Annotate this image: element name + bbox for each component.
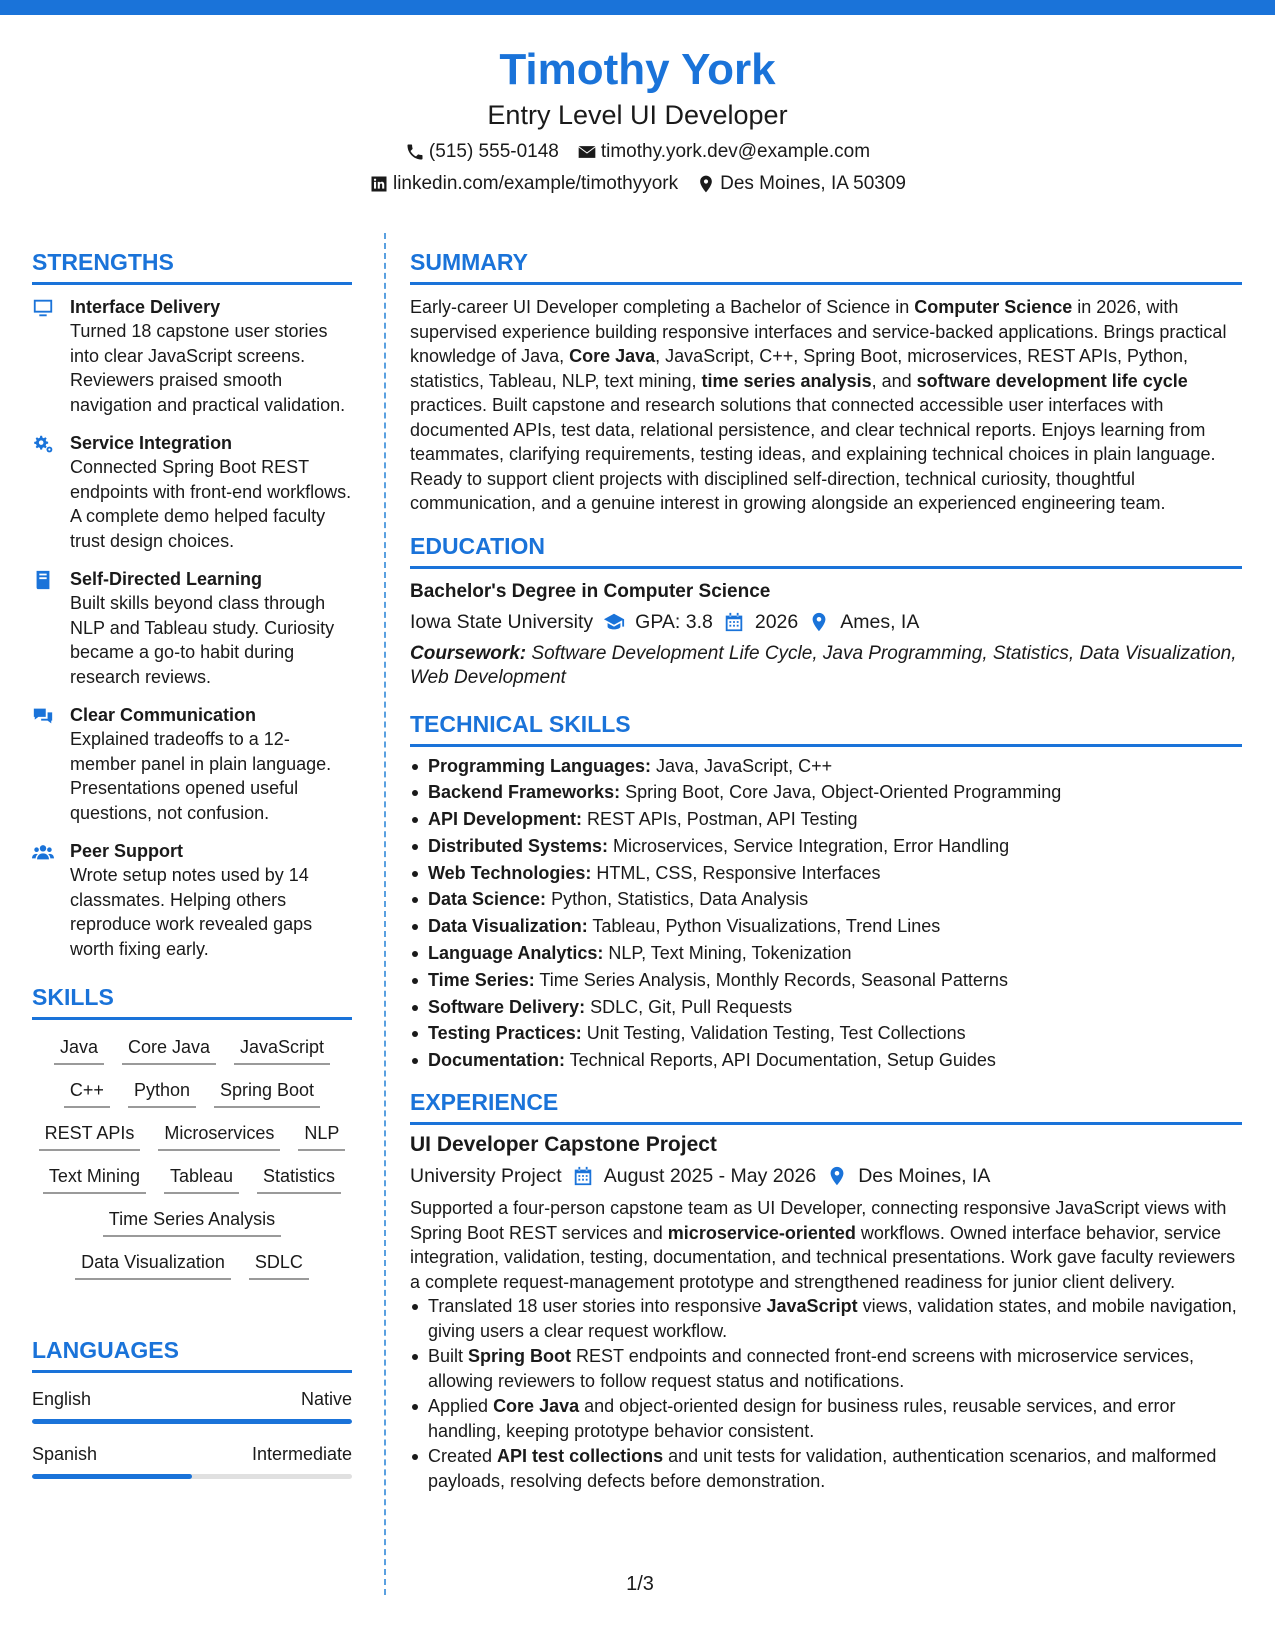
- technical-skill-item: [410, 940, 1242, 967]
- text-run: REST endpoints and connected front-end screens with microservice services, allowing reviewers to follow request status and notifications.: [428, 1346, 1194, 1391]
- map-pin-icon: [808, 611, 830, 633]
- education-year: 2026: [754, 610, 799, 633]
- job-meta: [410, 1162, 1242, 1190]
- book-icon: [32, 569, 54, 591]
- technical-skill-item: [410, 886, 1242, 913]
- technical-skill-item: [410, 913, 1242, 940]
- job-bullets: [410, 1294, 1242, 1493]
- text-run: , and: [871, 370, 917, 391]
- left-column: [32, 248, 352, 1497]
- technical-skill-item: [410, 779, 1242, 806]
- job-location: Des Moines, IA: [858, 1165, 991, 1188]
- phone-contact[interactable]: [405, 140, 559, 164]
- text-run: and object-oriented design for business rules, reusable services, and error handling, keeping prototype behavior consistent.: [428, 1396, 1176, 1441]
- bold-text: software development life cycle: [916, 370, 1188, 391]
- users-icon: [32, 841, 54, 863]
- text-run: practices. Built capstone and research solutions that connected accessible user interfaces with documented APIs, test data, relational persistence, and clear technical reports. Enjoys learning from teammates, clarifying requirements, testing ideas, and explaining technical choices in plain language. Ready to support client projects with disciplined self-direction, technical curiosity, thoughtful communication, and a genuine interest in growing alongside an experienced engineering team.: [410, 395, 1216, 513]
- calendar-icon: [723, 611, 745, 633]
- bold-text: time series analysis: [701, 370, 872, 391]
- technical-skill-label: Software Delivery:: [428, 996, 586, 1017]
- technical-skill-label: Backend Frameworks:: [428, 782, 621, 803]
- technical-skill-value: Microservices, Service Integration, Error Handling: [608, 835, 1010, 856]
- education-degree: Bachelor's Degree in Computer Science: [410, 580, 771, 602]
- technical-skill-item: [410, 967, 1242, 994]
- education-location: Ames, IA: [840, 610, 920, 633]
- technical-skill-label: Documentation:: [428, 1050, 565, 1071]
- right-column: [410, 248, 1242, 1494]
- technical-skill-value: NLP, Text Mining, Tokenization: [603, 943, 852, 964]
- language-name: English: [32, 1389, 92, 1409]
- strength-text: Connected Spring Boot REST endpoints with front-end workflows. A complete demo helped faculty trust design choices.: [70, 457, 352, 551]
- language-level: Intermediate: [251, 1444, 352, 1464]
- technical-skill-item: [410, 994, 1242, 1021]
- language-proficiency-bar: [32, 1419, 352, 1424]
- technical-skills-heading: TECHNICAL SKILLS: [410, 710, 1242, 747]
- summary-heading: SUMMARY: [410, 248, 1242, 285]
- strength-title: Peer Support: [70, 841, 184, 861]
- envelope-icon: [577, 142, 597, 162]
- linkedin-text: linkedin.com/example/timothyyork: [392, 173, 679, 194]
- technical-skill-value: Technical Reports, API Documentation, Setup Guides: [565, 1050, 996, 1071]
- technical-skill-label: Language Analytics:: [428, 943, 604, 964]
- skill-tag: Core Java: [122, 1036, 216, 1065]
- top-accent-bar: [0, 0, 1275, 15]
- strength-title: Service Integration: [70, 433, 233, 453]
- text-run: and unit tests for validation, authentication scenarios, and malformed payloads, resolving defects before demonstration.: [428, 1446, 1217, 1491]
- skill-tag: Tableau: [164, 1165, 239, 1194]
- education-heading: EDUCATION: [410, 532, 1242, 569]
- technical-skill-value: REST APIs, Postman, API Testing: [582, 809, 858, 830]
- job-bullet: [410, 1444, 1242, 1493]
- skill-tag: Java: [54, 1036, 104, 1065]
- summary-text: [410, 295, 1242, 516]
- bold-text: API test collections: [497, 1446, 664, 1467]
- strength-text: Explained tradeoffs to a 12-member panel in plain language. Presentations opened useful questions, not confusion.: [70, 729, 332, 823]
- strength-item: [32, 295, 352, 417]
- text-run: Applied: [428, 1396, 494, 1417]
- technical-skill-value: Spring Boot, Core Java, Object-Oriented Programming: [620, 782, 1062, 803]
- technical-skill-label: Data Visualization:: [428, 916, 588, 937]
- skill-tag: SDLC: [249, 1251, 309, 1280]
- coursework-label: Coursework:: [410, 642, 527, 664]
- technical-skill-label: Programming Languages:: [428, 755, 652, 776]
- technical-skill-value: Unit Testing, Validation Testing, Test Collections: [581, 1023, 966, 1044]
- candidate-name: Timothy York: [499, 45, 776, 94]
- contact-row-1: [0, 140, 1275, 164]
- technical-skill-label: Data Science:: [428, 889, 547, 910]
- text-run: workflows. Owned interface behavior, service integration, validation, testing, documentation, and technical presentations. Work gave faculty reviewers a complete request-management prototype and strengthened readiness for junior client delivery.: [410, 1222, 1236, 1292]
- languages-heading: LANGUAGES: [32, 1336, 352, 1373]
- bold-text: microservice-oriented: [667, 1222, 856, 1243]
- skill-tag: JavaScript: [234, 1036, 330, 1065]
- text-run: Early-career UI Developer completing a Bachelor of Science in: [410, 297, 915, 317]
- education-school: Iowa State University: [410, 610, 594, 633]
- technical-skill-value: Python, Statistics, Data Analysis: [546, 889, 809, 910]
- text-run: Created: [428, 1446, 498, 1467]
- text-run: , JavaScript, C++, Spring Boot, microservices, REST APIs, Python, statistics, Tableau, NLP, text mining,: [410, 346, 1189, 391]
- technical-skill-item: [410, 806, 1242, 833]
- calendar-icon: [572, 1165, 594, 1187]
- language-proficiency-fill: [32, 1474, 192, 1479]
- text-run: Supported a four-person capstone team as UI Developer, connecting responsive JavaScript views with Spring Boot REST services and: [410, 1198, 1227, 1243]
- technical-skill-item: [410, 1047, 1242, 1074]
- technical-skill-label: Distributed Systems:: [428, 835, 609, 856]
- job-dates: August 2025 - May 2026: [603, 1165, 817, 1188]
- job-bullet: [410, 1294, 1242, 1343]
- language-name: Spanish: [32, 1444, 98, 1464]
- experience-heading: EXPERIENCE: [410, 1088, 1242, 1125]
- technical-skill-item: [410, 860, 1242, 887]
- skill-tag: Spring Boot: [214, 1079, 320, 1108]
- graduation-cap-icon: [603, 611, 625, 633]
- bold-text: Computer Science: [914, 297, 1073, 317]
- skill-tag: Microservices: [158, 1122, 280, 1151]
- language-level: Native: [300, 1389, 352, 1409]
- email-contact[interactable]: [577, 140, 870, 164]
- phone-icon: [405, 142, 425, 162]
- map-pin-icon: [826, 1165, 848, 1187]
- bold-text: Core Java: [493, 1396, 580, 1417]
- strength-item: [32, 567, 352, 689]
- technical-skill-value: SDLC, Git, Pull Requests: [585, 996, 793, 1017]
- language-row: [32, 1387, 352, 1411]
- job-description: [410, 1196, 1242, 1294]
- strength-title: Self-Directed Learning: [70, 569, 263, 589]
- text-run: in 2026, with supervised experience building responsive interfaces and service-backed applications. Brings practical knowledge of Java,: [410, 297, 1227, 366]
- candidate-headline: Entry Level UI Developer: [487, 100, 788, 130]
- contact-row-2: [0, 172, 1275, 196]
- skill-tag: Python: [128, 1079, 196, 1108]
- strength-text: Built skills beyond class through NLP and Tableau study. Curiosity became a go-to habit during research reviews.: [70, 593, 335, 687]
- location-text: Des Moines, IA 50309: [720, 173, 906, 194]
- strengths-heading: STRENGTHS: [32, 248, 352, 285]
- skill-tag: REST APIs: [39, 1122, 141, 1151]
- education-gpa: GPA: 3.8: [635, 610, 713, 633]
- language-row: [32, 1442, 352, 1466]
- phone-text: (515) 555-0148: [428, 141, 559, 162]
- technical-skill-item: [410, 833, 1242, 860]
- technical-skill-value: Time Series Analysis, Monthly Records, Seasonal Patterns: [534, 969, 1008, 990]
- email-text: timothy.york.dev@example.com: [600, 141, 871, 162]
- monitor-icon: [32, 297, 54, 319]
- education-meta: [410, 608, 1242, 636]
- language-proficiency-fill: [32, 1419, 352, 1424]
- page-number: 1/3: [626, 1573, 654, 1595]
- map-pin-icon: [696, 174, 716, 194]
- skills-heading: SKILLS: [32, 983, 352, 1020]
- skill-tag: Data Visualization: [75, 1251, 231, 1280]
- linkedin-icon: [369, 174, 389, 194]
- languages-list: [32, 1387, 352, 1479]
- technical-skill-label: API Development:: [428, 809, 583, 830]
- strength-text: Wrote setup notes used by 14 classmates. Helping others reproduce work revealed gaps worth fixing early.: [70, 865, 313, 959]
- bold-text: Core Java: [569, 346, 656, 366]
- skill-tag: Time Series Analysis: [103, 1208, 281, 1237]
- education-coursework: [410, 642, 1242, 690]
- technical-skill-item: [410, 1020, 1242, 1047]
- text-run: Built: [428, 1346, 469, 1367]
- job-bullet: [410, 1394, 1242, 1443]
- technical-skill-value: HTML, CSS, Responsive Interfaces: [591, 862, 881, 883]
- technical-skill-label: Web Technologies:: [428, 862, 592, 883]
- skill-tag: C++: [64, 1079, 110, 1108]
- job-organization: University Project: [410, 1165, 562, 1188]
- skill-tag: NLP: [298, 1122, 345, 1151]
- coursework-list: Software Development Life Cycle, Java Programming, Statistics, Data Visualization, Web Development: [410, 642, 1237, 688]
- text-run: Translated 18 user stories into responsive: [428, 1296, 767, 1317]
- skill-tag: Text Mining: [43, 1165, 146, 1194]
- bold-text: JavaScript: [766, 1296, 858, 1317]
- technical-skill-label: Testing Practices:: [428, 1023, 582, 1044]
- strength-title: Clear Communication: [70, 705, 257, 725]
- bold-text: Spring Boot: [468, 1346, 572, 1367]
- gears-icon: [32, 433, 54, 455]
- location-contact: [696, 172, 906, 196]
- strength-item: [32, 703, 352, 825]
- strength-text: Turned 18 capstone user stories into clear JavaScript screens. Reviewers praised smooth navigation and practical validation.: [70, 321, 346, 415]
- skills-tag-list: [32, 1030, 352, 1284]
- technical-skills-list: [410, 753, 1242, 1075]
- technical-skill-value: Java, JavaScript, C++: [651, 755, 833, 776]
- strength-item: [32, 839, 352, 961]
- technical-skill-item: [410, 753, 1242, 780]
- technical-skill-value: Tableau, Python Visualizations, Trend Lines: [587, 916, 941, 937]
- job-title: UI Developer Capstone Project: [410, 1133, 717, 1157]
- skill-tag: Statistics: [257, 1165, 341, 1194]
- strength-title: Interface Delivery: [70, 297, 221, 317]
- linkedin-contact[interactable]: [369, 172, 678, 196]
- text-run: views, validation states, and mobile navigation, giving users a clear request workflow.: [428, 1296, 1237, 1341]
- technical-skill-label: Time Series:: [428, 969, 535, 990]
- chat-bubbles-icon: [32, 705, 54, 727]
- column-divider: [384, 233, 386, 1595]
- job-bullet: [410, 1344, 1242, 1393]
- language-proficiency-bar: [32, 1474, 352, 1479]
- strength-item: [32, 431, 352, 553]
- resume-header: [0, 44, 1275, 196]
